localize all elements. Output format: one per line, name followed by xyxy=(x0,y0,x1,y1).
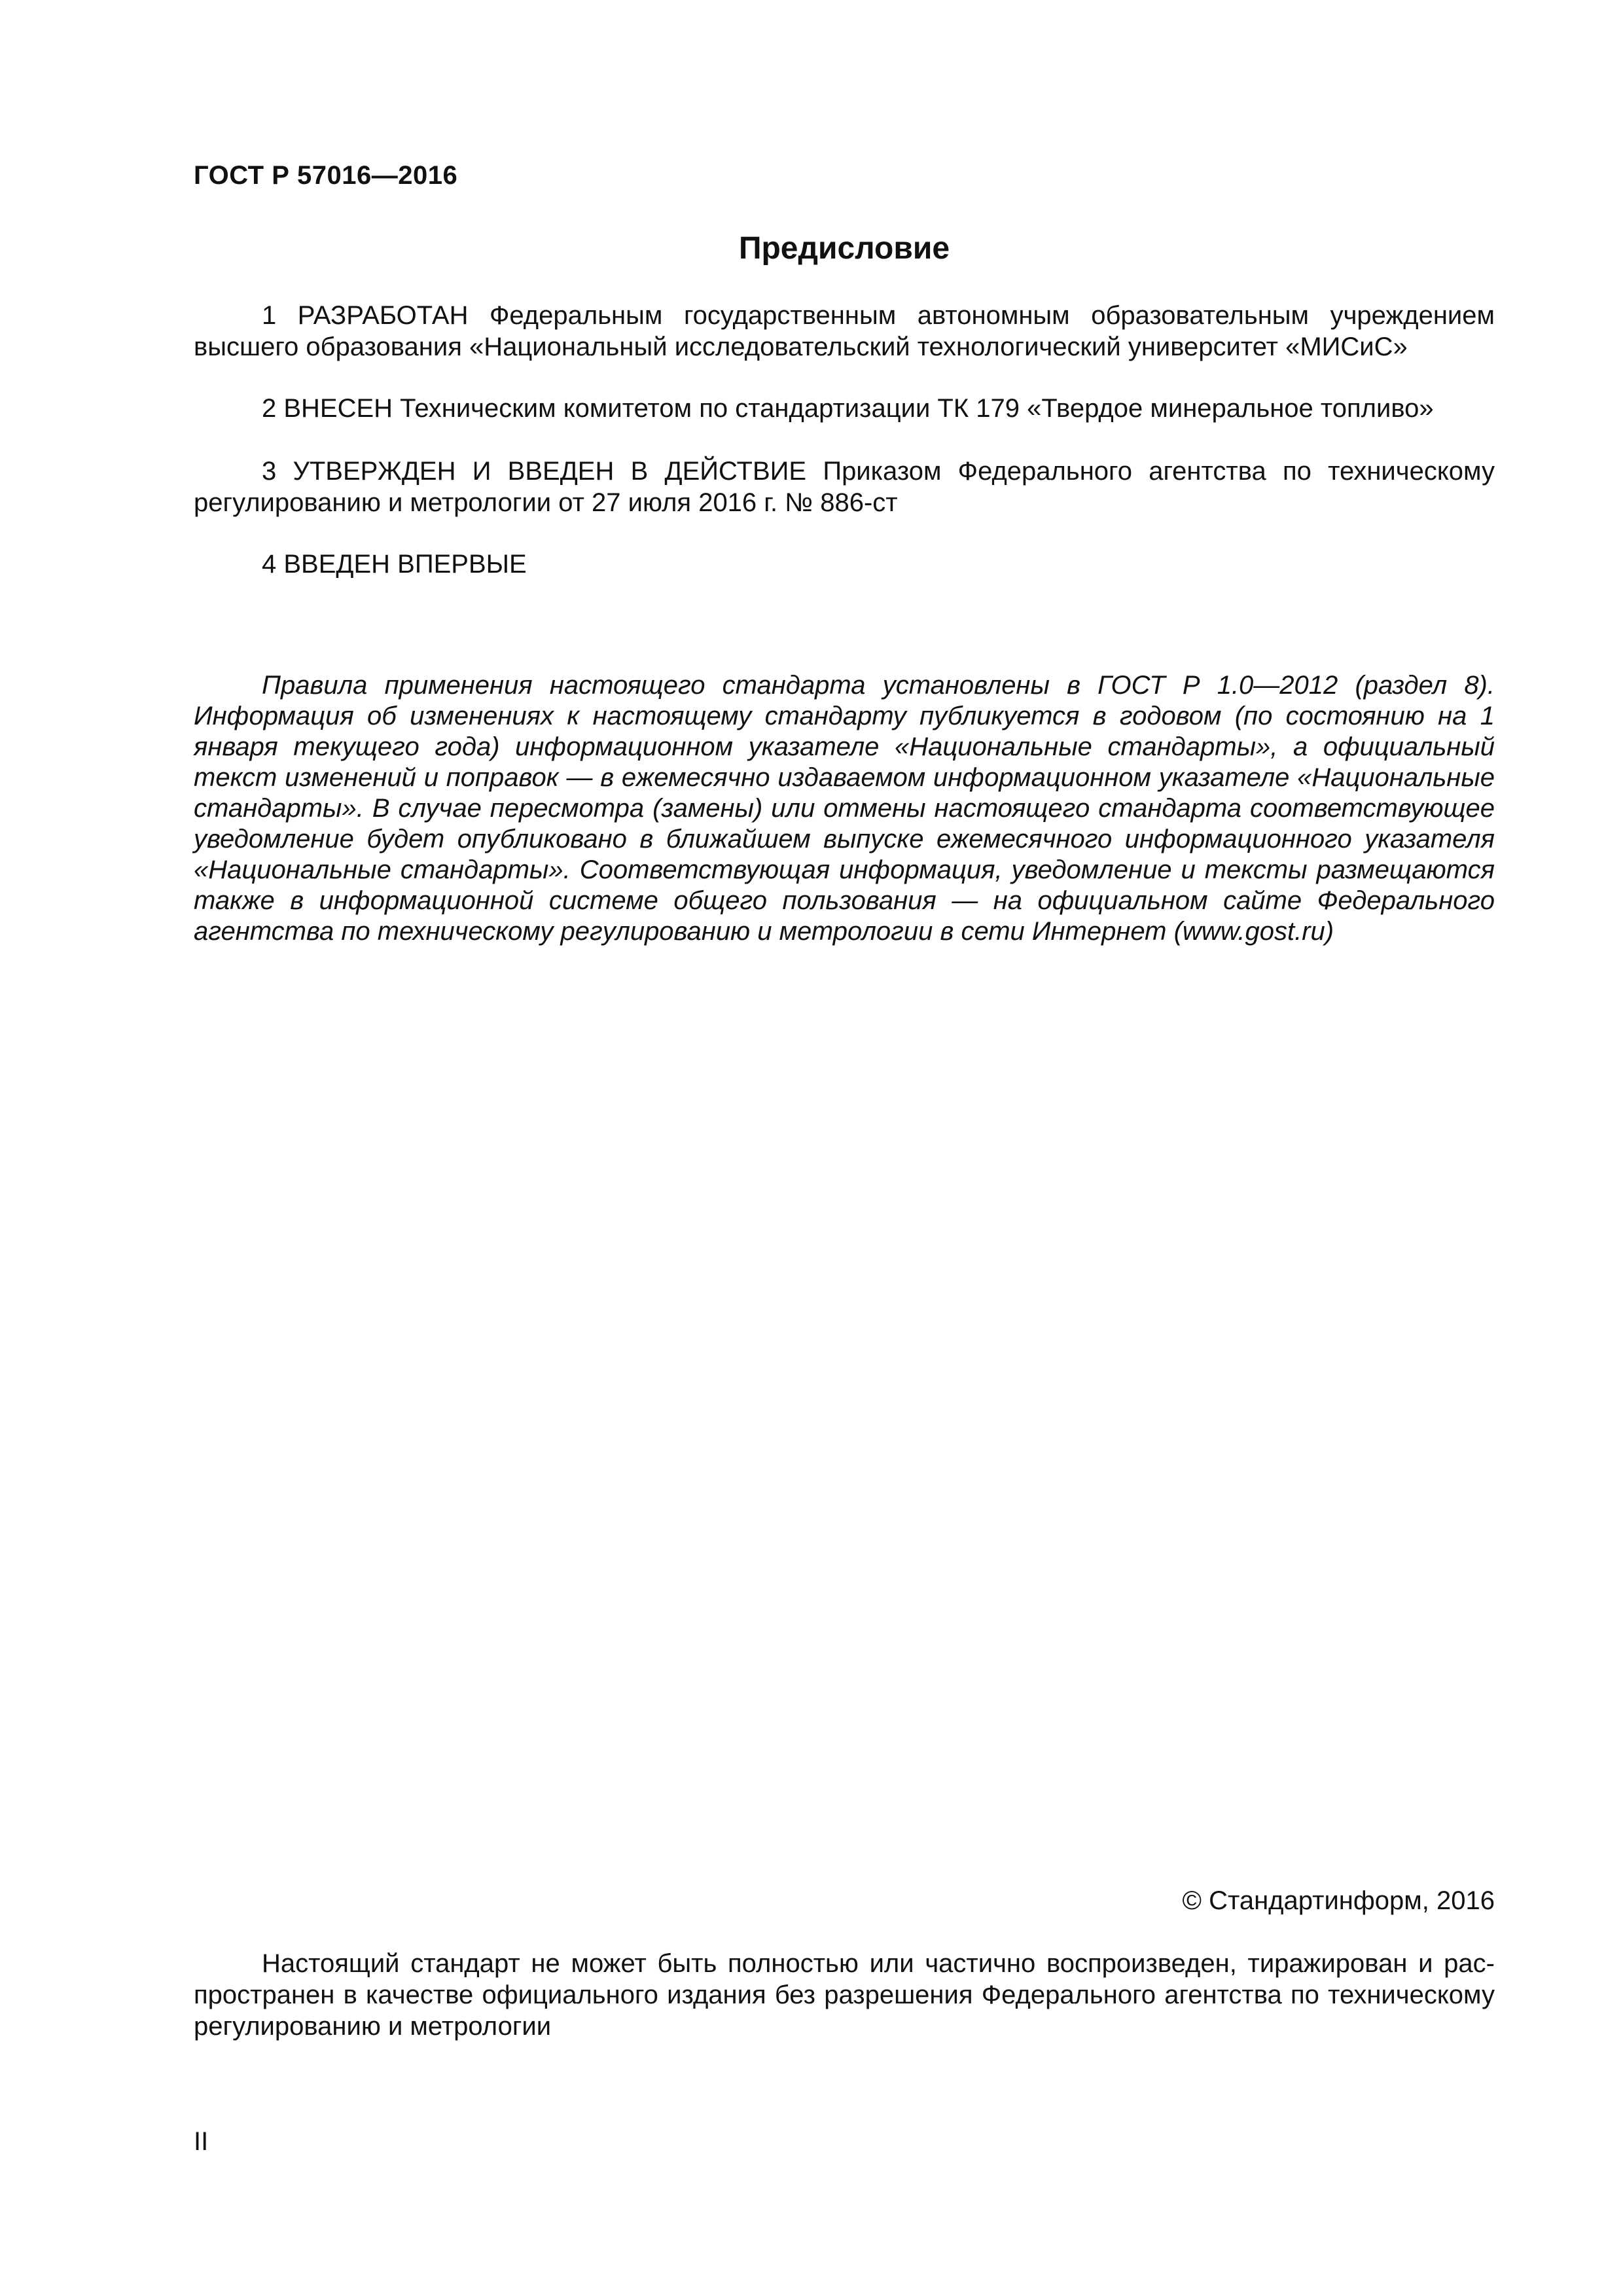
page-title: Предисловие xyxy=(738,231,950,266)
copyright-notice: © Стандартинформ, 2016 xyxy=(1182,1886,1495,1915)
foreword-item-4: 4 ВВЕДЕН ВПЕРВЫЕ xyxy=(262,550,527,579)
page-number: II xyxy=(194,2127,209,2156)
rules-note: Правила применения настоящего стандарта установлены в ГОСТ Р 1.0—2012 (раздел 8). Информация об изменениях к настоящему стандарту публикуется в годовом (по состоянию на 1 января текущего года) информационном указателе «Национальные стандарты», а официальный текст изменений и поправок — в ежемесячно издаваемом информационном указателе «Национальные стандарты». В случае пересмотра (замены) или отмены настоящего стандарта соответствующее уведомление будет опубликовано в ближайшем выпуске ежемесячного информационного указателя «Национальные стандарты». Соответствующая информация, уведомление и тексты размещаются также в информационной системе общего пользования — на официальном сайте Федерального агентства по техническому регулированию и метрологии в сети Интернет (www.gost.ru) xyxy=(194,671,1495,946)
document-code: ГОСТ Р 57016—2016 xyxy=(194,161,458,190)
foreword-item-3: 3 УТВЕРЖДЕН И ВВЕДЕН В ДЕЙСТВИЕ Приказом Федерального агентства по техническому регулированию и метрологии от 27 июля 2016 г. № 886-ст xyxy=(194,457,1495,517)
reproduction-notice: Настоящий стандарт не может быть полностью или частично воспроизведен, тиражирован и распространен в качестве официального издания без разрешения Федерального агентства по техническому регулированию и метрологии xyxy=(194,1949,1495,2041)
foreword-item-2: 2 ВНЕСЕН Техническим комитетом по стандартизации ТК 179 «Твердое минеральное топливо» xyxy=(262,394,1434,423)
foreword-item-1: 1 РАЗРАБОТАН Федеральным государственным автономным образовательным учреждением высшего образования «Национальный исследовательский технологический университет «МИСиС» xyxy=(194,301,1495,361)
